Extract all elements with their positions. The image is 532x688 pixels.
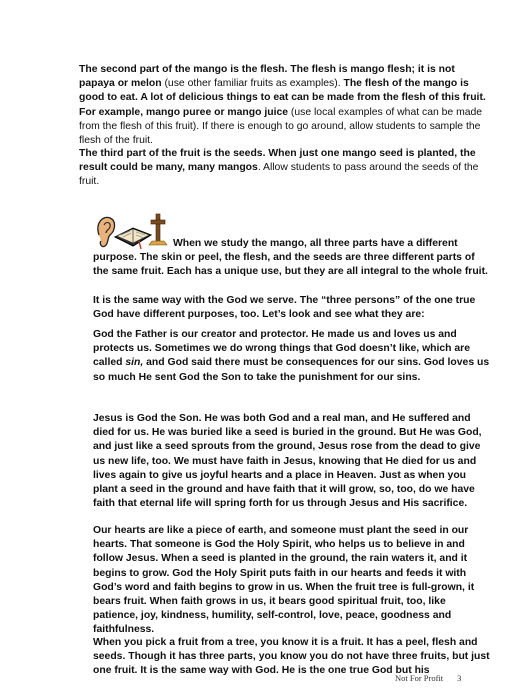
paragraph-holy-spirit [93, 524, 493, 638]
text-run: When we study the mango, all three parts have a different purpose. The skin or peel, the flesh, and the seeds are three different parts of the same fruit. Each has a unique use, but they are all integral to the whole fruit. [93, 238, 488, 278]
text-run: sin, [125, 357, 144, 369]
text-run: The second part of the mango is the flesh. The flesh is mango flesh; it is not papaya or melon [79, 64, 455, 90]
text-run: When you pick a fruit from a tree, you know it is a fruit. It has a peel, flesh and seeds. Though it has three parts, you know you do not have three fruits, but just one fruit. It is the same way with God. He is the one true God but his [93, 637, 490, 677]
text-run: Our hearts are like a piece of earth, and someone must plant the seed in our hearts. That someone is God the Holy Spirit, who helps us to believe in and follow Jesus. When a seed is planted in the ground, the rain waters it, and it begins to grow. God the Holy Spirit puts faith in our hearts and feeds it with God’s word and faith begins to grow in us. When the fruit tree is full-grown, it bears fruit. When faith grows in us, it bears good spiritual fruit, too, like patience, joy, kindness, humility, self-control, love, peace, goodness and faithfulness. [93, 525, 475, 636]
paragraph-god-the-son [93, 412, 493, 511]
text-run: The third part of the fruit is the seeds. When just one mango seed is planted, the result could be many, many mangos [79, 148, 476, 174]
paragraph-god-the-father [93, 328, 493, 385]
text-run: It is the same way with the God we serve. The “three persons” of the one true God have different purposes, too. Let’s look and see what they are: [93, 295, 476, 321]
text-run: The flesh of the mango is good to eat. A lot of delicious things to eat can be made from the flesh of this fruit. For example, mango puree or mango juice [79, 78, 486, 118]
text-run: (use local examples of what can be made from the flesh of this fruit). If there is enough to go around, allow students to sample the flesh of the fruit. [79, 106, 483, 147]
paragraph-three-persons [93, 294, 493, 322]
text-run: God the Father is our creator and protector. He made us and loves us and protects us. Sometimes we do wrong things that God doesn’t like, which are called [93, 329, 471, 369]
text-run: Jesus is God the Son. He was both God and a real man, and He suffered and died for us. He was buried like a seed is buried in the ground. But He was God, and just like a seed sprouts from the ground, Jesus rose from the dead to give us new life, too. We must have faith in Jesus, knowing that He died for us and lives again to give us joyful hearts and a place in Heaven. Just as when you plant a seed in the ground and have faith that it will grow, so, too, do we have faith that eternal life will spring forth for us through Jesus and His sacrifice. [93, 413, 482, 510]
paragraph-mango-flesh [79, 63, 489, 148]
text-run: (use other familiar fruits as examples). [161, 78, 344, 90]
text-run: . Allow students to pass around the seeds of the fruit. [79, 162, 479, 188]
page-number: 3 [457, 673, 462, 683]
text-run: and God said there must be consequences for our sins. God loves us so much He sent God the Son to take the punishment for our sins. [93, 357, 490, 383]
paragraph-mango-seeds [79, 147, 489, 190]
paragraph-three-parts [93, 237, 493, 280]
page-footer [395, 673, 505, 683]
footer-text: Not For Profit [395, 673, 444, 683]
